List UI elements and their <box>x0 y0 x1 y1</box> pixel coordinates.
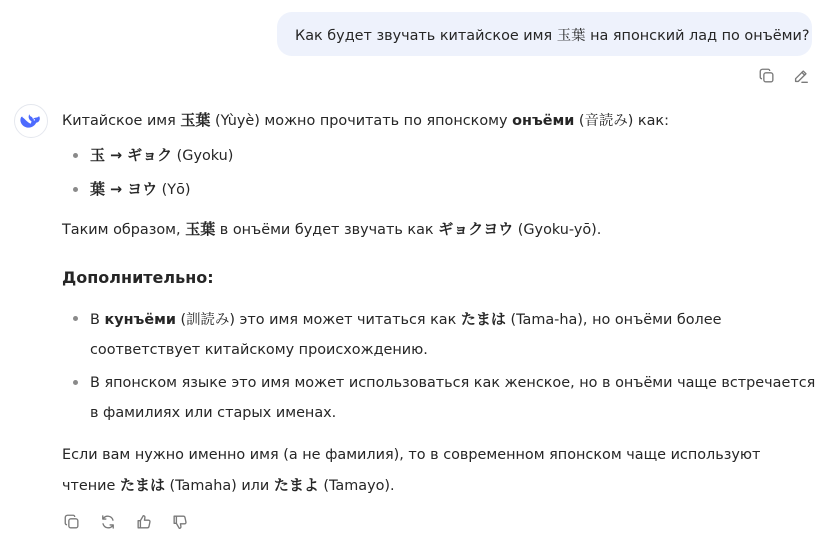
text-segment: (Tamayo). <box>318 478 395 494</box>
thumbs-down-icon[interactable] <box>170 512 190 532</box>
whale-logo-icon <box>20 110 42 132</box>
text-segment: Китайское имя <box>62 113 181 129</box>
refresh-icon[interactable] <box>98 512 118 532</box>
kana-reading: たまは <box>119 476 165 494</box>
romaji: (Gyoku) <box>172 148 234 164</box>
assistant-avatar <box>14 104 48 138</box>
list-item <box>62 175 817 204</box>
kana-reading: たまよ <box>273 476 319 494</box>
text-segment: (Tama-ha), но онъёми более соответствует китайскому происхождению. <box>90 312 722 358</box>
thumbs-up-icon[interactable] <box>134 512 154 532</box>
user-message-actions <box>757 66 811 86</box>
readings-list <box>62 141 817 204</box>
kana-reading: ギョクヨウ <box>438 220 514 238</box>
text-segment: Если вам нужно именно имя (а не фамилия), то в современном японском чаще используют чтение <box>62 447 761 494</box>
kana-reading: ヨウ <box>127 180 158 198</box>
text-segment: (Gyoku-yō). <box>513 222 602 238</box>
text-segment: Таким образом, <box>62 222 186 238</box>
text-segment: В японском языке это имя может использоваться как женское, но в онъёми чаще встречается в фамилиях или старых именах. <box>90 375 816 421</box>
user-message-bubble <box>277 12 812 56</box>
kanji: 葉 <box>90 180 106 198</box>
copy-icon[interactable] <box>62 512 82 532</box>
answer-intro-paragraph <box>62 106 817 135</box>
romaji: (Yō) <box>157 182 191 198</box>
list-item <box>62 141 817 170</box>
text-segment: (Yùyè) можно прочитать по японскому <box>210 113 513 129</box>
text-segment: В <box>90 312 105 328</box>
extra-list <box>62 304 817 428</box>
section-heading: Дополнительно: <box>62 268 214 287</box>
user-message-text: Как будет звучать китайское имя 玉葉 на японский лад по онъёми? <box>295 27 810 44</box>
kana-reading: たまは <box>460 310 506 328</box>
list-item <box>62 304 817 365</box>
pencil-icon[interactable] <box>791 66 811 86</box>
text-segment: (Tamaha) или <box>164 478 274 494</box>
text-segment: (訓読み) это имя может читаться как <box>175 312 461 328</box>
arrow: → <box>105 182 128 198</box>
answer-final-paragraph <box>62 440 817 501</box>
kunyomi-term: кунъёми <box>104 312 176 328</box>
kana-reading: ギョク <box>127 146 173 164</box>
arrow: → <box>105 148 128 164</box>
chinese-name: 玉葉 <box>185 220 216 238</box>
chinese-name: 玉葉 <box>180 111 211 129</box>
assistant-message <box>62 106 817 501</box>
text-segment: (音読み) как: <box>574 113 669 129</box>
copy-icon[interactable] <box>757 66 777 86</box>
answer-summary-paragraph <box>62 215 817 244</box>
onyomi-term: онъёми <box>512 113 575 129</box>
answer-actions <box>62 512 190 532</box>
text-segment: в онъёми будет звучать как <box>215 222 439 238</box>
list-item <box>62 368 817 428</box>
kanji: 玉 <box>90 146 106 164</box>
